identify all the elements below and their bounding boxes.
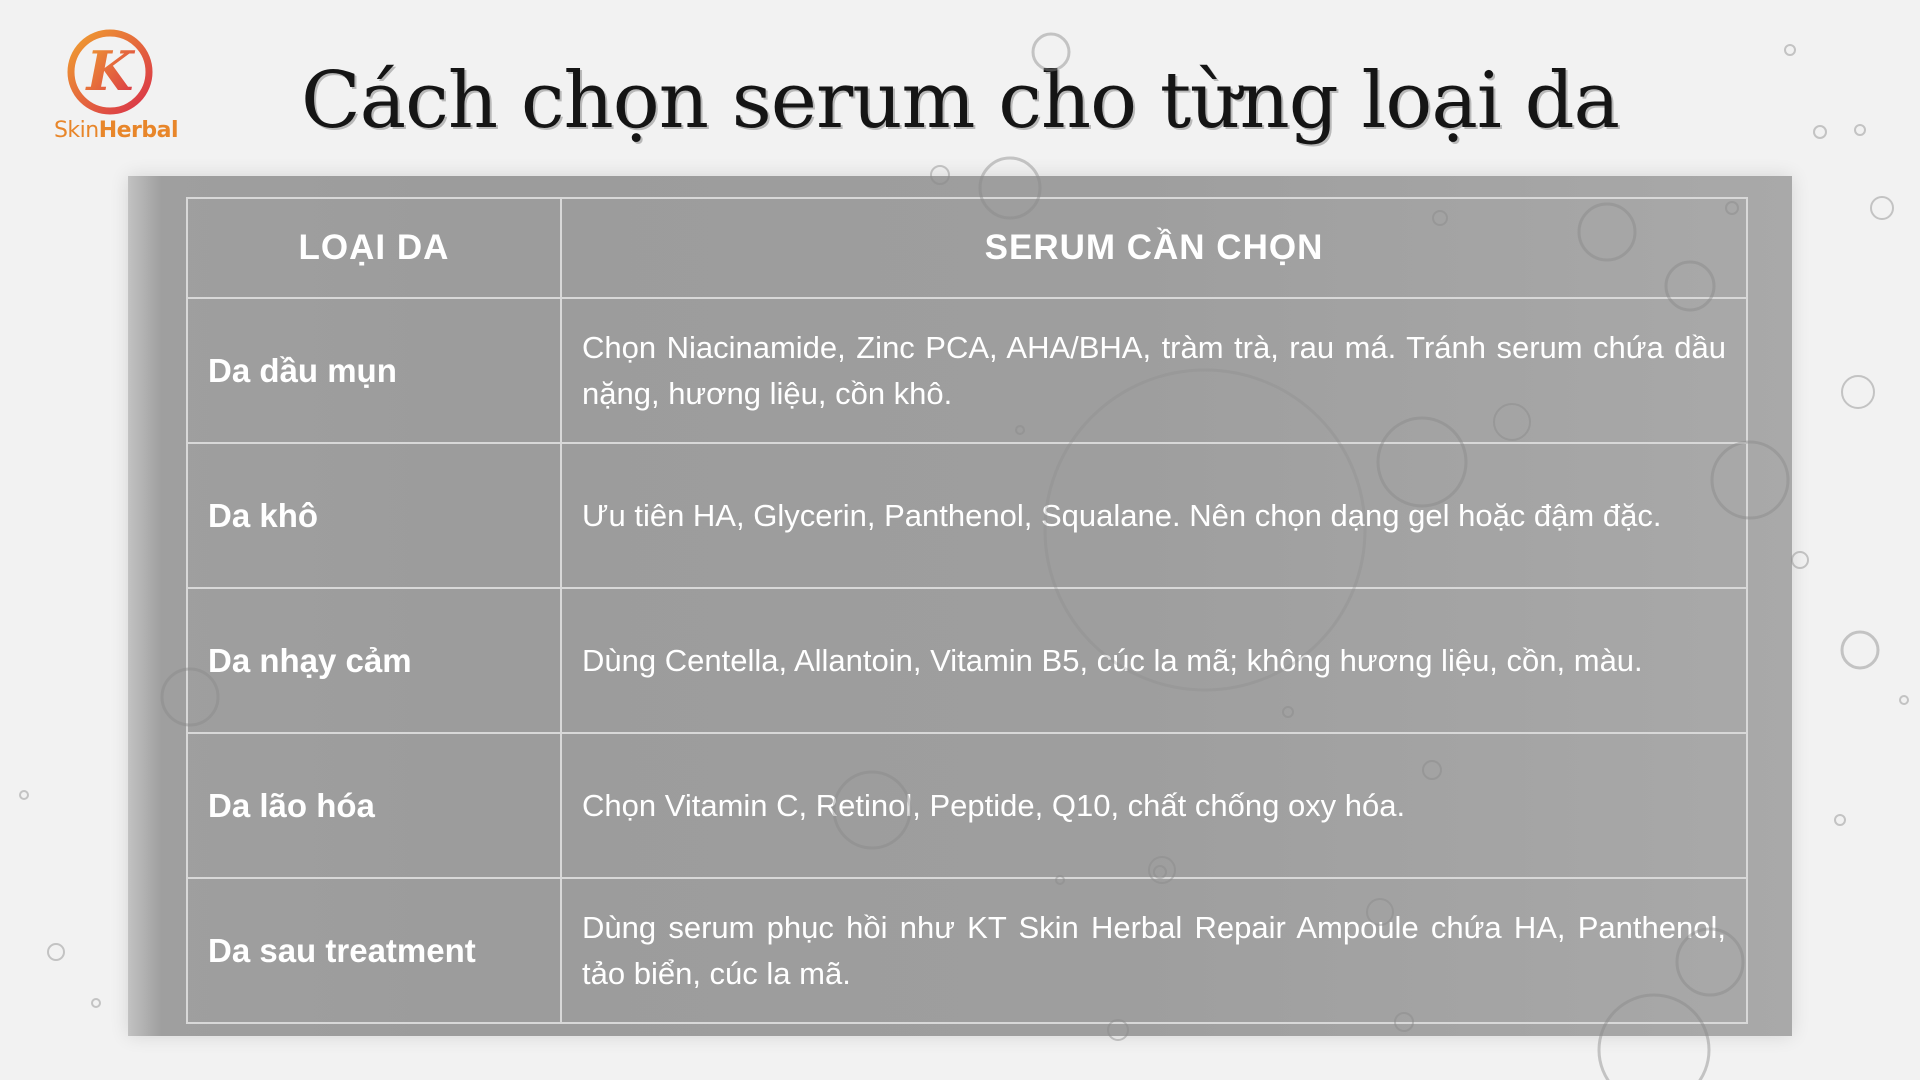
logo-text-skin: Skin [53,118,99,143]
table-row [187,298,1747,443]
serum-cell: Dùng serum phục hồi như KT Skin Herbal Repair Ampoule chứa HA, Panthenol, tảo biển, cúc la mã. [561,878,1747,1023]
skin-serum-table [186,197,1748,1024]
serum-cell: Chọn Niacinamide, Zinc PCA, AHA/BHA, tràm trà, rau má. Tránh serum chứa dầu nặng, hương liệu, cồn khô. [561,298,1747,443]
serum-cell: Chọn Vitamin C, Retinol, Peptide, Q10, chất chống oxy hóa. [561,733,1747,878]
logo-text-herbal: Herbal [98,118,179,143]
skin-type-cell: Da sau treatment [187,878,561,1023]
table-header-row [187,198,1747,298]
skin-type-cell: Da lão hóa [187,733,561,878]
skin-type-cell: Da dầu mụn [187,298,561,443]
page-title: Cách chọn serum cho từng loại da [300,56,1620,146]
table-row [187,878,1747,1023]
table-row [187,733,1747,878]
header-serum: SERUM CẦN CHỌN [561,198,1747,298]
skin-type-cell: Da khô [187,443,561,588]
brand-logo[interactable] [44,26,184,146]
logo-wordmark [46,118,186,143]
table-row [187,443,1747,588]
serum-cell: Dùng Centella, Allantoin, Vitamin B5, cúc la mã; không hương liệu, cồn, màu. [561,588,1747,733]
skinherbal-logo-icon [64,26,156,118]
logo-letter: K [86,39,134,103]
serum-cell: Ưu tiên HA, Glycerin, Panthenol, Squalane. Nên chọn dạng gel hoặc đậm đặc. [561,443,1747,588]
skin-type-cell: Da nhạy cảm [187,588,561,733]
header-skin-type: LOẠI DA [187,198,561,298]
table-row [187,588,1747,733]
